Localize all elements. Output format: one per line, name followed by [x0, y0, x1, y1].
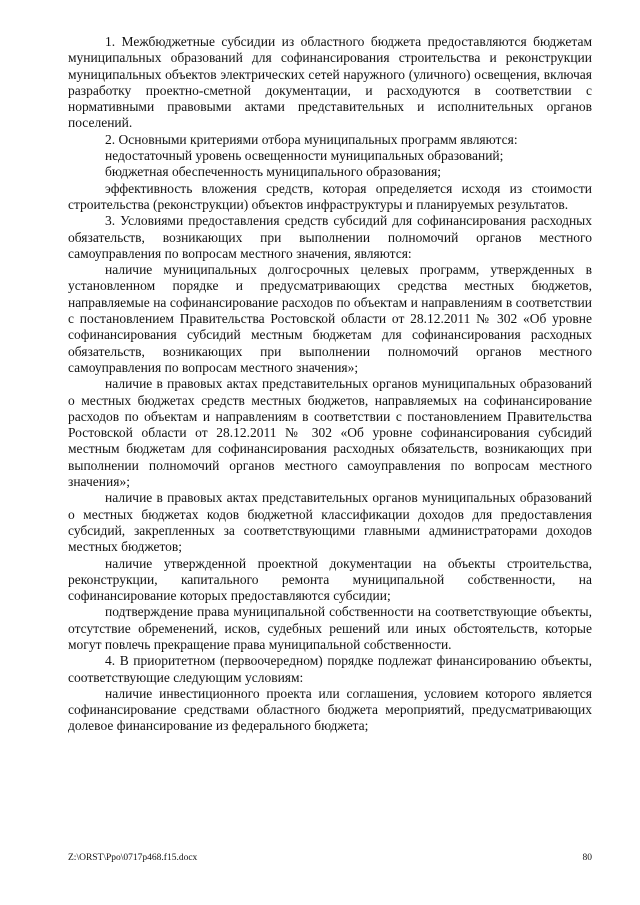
paragraph-10: наличие утвержденной проектной документации на объекты строительства, реконструкции, капитального ремонта муниципальной собственности, на софинансирование которых предоставляются субсидии; [68, 555, 592, 604]
paragraph-11: подтверждение права муниципальной собственности на соответствующие объекты, отсутствие обременений, исков, судебных решений или иных обстоятельств, которые могут повлечь прекращение права муниципальной собственности. [68, 604, 592, 652]
document-body [68, 34, 592, 735]
paragraph-6: 3. Условиями предоставления средств субсидий для софинансирования расходных обязательств, возникающих при выполнении полномочий органов местного самоуправления по вопросам местного значения, являются: [68, 213, 592, 261]
paragraph-13: наличие инвестиционного проекта или соглашения, условием которого является софинансирование средствами областного бюджета мероприятий, предусматривающих долевое финансирование из федерального бюджета; [68, 685, 592, 734]
paragraph-7: наличие муниципальных долгосрочных целевых программ, утвержденных в установленном порядке и предусматривающих средства местных бюджетов, направляемые на софинансирование расходов по объектам и направлениям в соответствии с постановлением Правительства Ростовской области от 28.12.2011 № 302 «Об уровне софинансирования субсидий местным бюджетам для софинансирования расходных обязательств, возникающих при выполнении полномочий органов местного самоуправления по вопросам местного значения»; [68, 262, 592, 375]
paragraph-2: 2. Основными критериями отбора муниципальных программ являются: [105, 131, 518, 147]
page-number: 80 [582, 853, 592, 863]
paragraph-1: 1. Межбюджетные субсидии из областного бюджета предоставляются бюджетам муниципальных образований для софинансирования строительства и реконструкции муниципальных объектов электрических сетей наружного (уличного) освещения, включая разработку проектно-сметной документации, и расходуются в соответствии с нормативными правовыми актами представительных и исполнительных органов поселений. [68, 34, 592, 131]
paragraph-5: эффективность вложения средств, которая определяется исходя из стоимости строительства (реконструкции) объектов инфраструктуры и планируемых результатов. [68, 180, 592, 212]
paragraph-8: наличие в правовых актах представительных органов муниципальных образований о местных бюджетах средств местных бюджетов, направляемых на софинансирование расходов по объектам и направлениям в соответствии с постановлением Правительства Ростовской области от 28.12.2011 № 302 «Об уровне софинансирования субсидий местным бюджетам для софинансирования расходных обязательств, возникающих при выполнении полномочий органов местного самоуправления по вопросам местного значения»; [68, 376, 592, 490]
file-path: Z:\ORST\Ppo\0717p468.f15.docx [68, 853, 198, 863]
paragraph-12: 4. В приоритетном (первоочередном) порядке подлежат финансированию объекты, соответствующие следующим условиям: [68, 653, 592, 685]
paragraph-9: наличие в правовых актах представительных органов муниципальных образований о местных бюджетах кодов бюджетной классификации доходов для предоставления субсидий, закрепленных за соответствующими главными администраторами доходов местных бюджетов; [68, 490, 592, 555]
page-footer [68, 853, 592, 863]
paragraph-4: бюджетная обеспеченность муниципального образования; [105, 164, 442, 180]
paragraph-3: недостаточный уровень освещенности муниципальных образований; [105, 148, 504, 164]
